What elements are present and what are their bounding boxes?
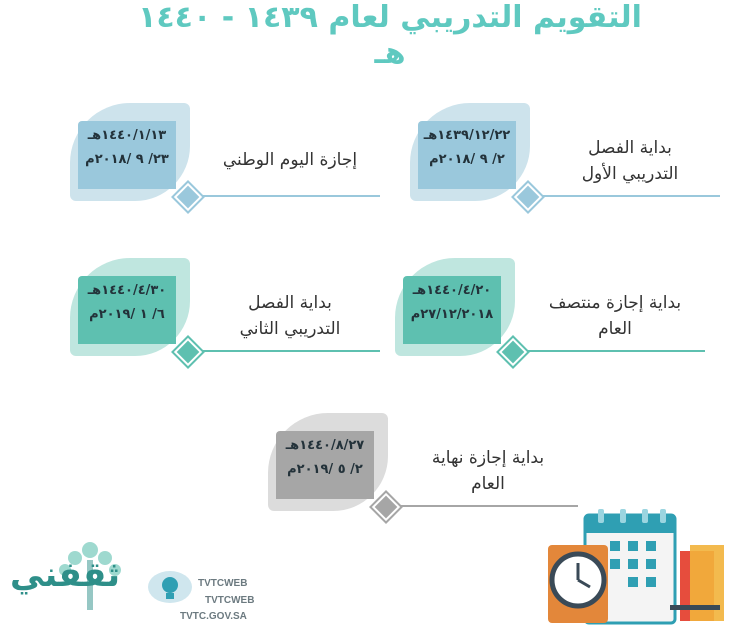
card-label-line: العام [598, 319, 632, 339]
date-box [78, 121, 176, 189]
connector-line [515, 350, 705, 352]
diamond-marker-icon [174, 183, 202, 211]
card-label-line: العام [471, 474, 505, 494]
footer-website: TVTC.GOV.SA [180, 611, 247, 622]
footer-social-line: TVTCWEB [198, 578, 248, 589]
card-label [210, 290, 370, 342]
calendar-card-national-day [60, 95, 380, 225]
gregorian-date: ٢٣/ ٩ /٢٠١٨م [85, 152, 169, 167]
gregorian-date: ٢/ ٩ /٢٠١٨م [429, 152, 505, 167]
connector-line [190, 195, 380, 197]
pencil [670, 605, 720, 610]
gregorian-date: ٢/ ٥ /٢٠١٩م [287, 462, 363, 477]
diamond-marker-icon [514, 183, 542, 211]
card-label-line: التدريبي الثاني [239, 319, 341, 339]
footer-social-line: TVTCWEB [205, 595, 255, 606]
gregorian-date: ٢٧/١٢/٢٠١٨م [410, 307, 494, 322]
calendar-card-second-semester-start [60, 250, 380, 380]
hijri-date: ١٤٤٠/٤/٣٠هـ [87, 283, 167, 298]
calendar-clock-illustration-icon [540, 505, 730, 627]
card-label-line: إجازة اليوم الوطني [222, 150, 358, 170]
connector-line [530, 195, 720, 197]
card-label-line: التدريبي الأول [581, 164, 679, 184]
connector-line [190, 350, 380, 352]
card-label-line: بداية الفصل [248, 293, 332, 313]
gregorian-date: ٦/ ١ /٢٠١٩م [89, 307, 165, 322]
card-label [408, 445, 568, 497]
calendar-card-first-semester-start [400, 95, 720, 225]
logo-text: ثقفني [10, 555, 120, 595]
hijri-date: ١٤٤٠/٤/٢٠هـ [412, 283, 492, 298]
date-box [418, 121, 516, 189]
date-box [403, 276, 501, 344]
card-label [550, 135, 710, 187]
hijri-date: ١٤٣٩/١٢/٢٢هـ [423, 128, 511, 143]
hijri-date: ١٤٤٠/٨/٢٧هـ [285, 438, 365, 453]
date-box [78, 276, 176, 344]
hijri-date: ١٤٤٠/١/١٣هـ [87, 128, 167, 143]
date-box [276, 431, 374, 499]
card-label-line: بداية إجازة نهاية [431, 448, 545, 468]
diamond-marker-icon [372, 493, 400, 521]
calendar-card-year-end-break [258, 405, 578, 535]
diamond-marker-icon [174, 338, 202, 366]
lightbulb-icon [145, 565, 195, 615]
diamond-marker-icon [499, 338, 527, 366]
page-title: التقويم التدريبي لعام ١٤٣٩ - ١٤٤٠ هـ [138, 0, 642, 71]
card-label [210, 147, 370, 173]
card-label [535, 290, 695, 342]
calendar-card-midyear-break [385, 250, 705, 380]
card-label-line: بداية الفصل [588, 138, 672, 158]
card-label-line: بداية إجازة منتصف [548, 293, 682, 313]
